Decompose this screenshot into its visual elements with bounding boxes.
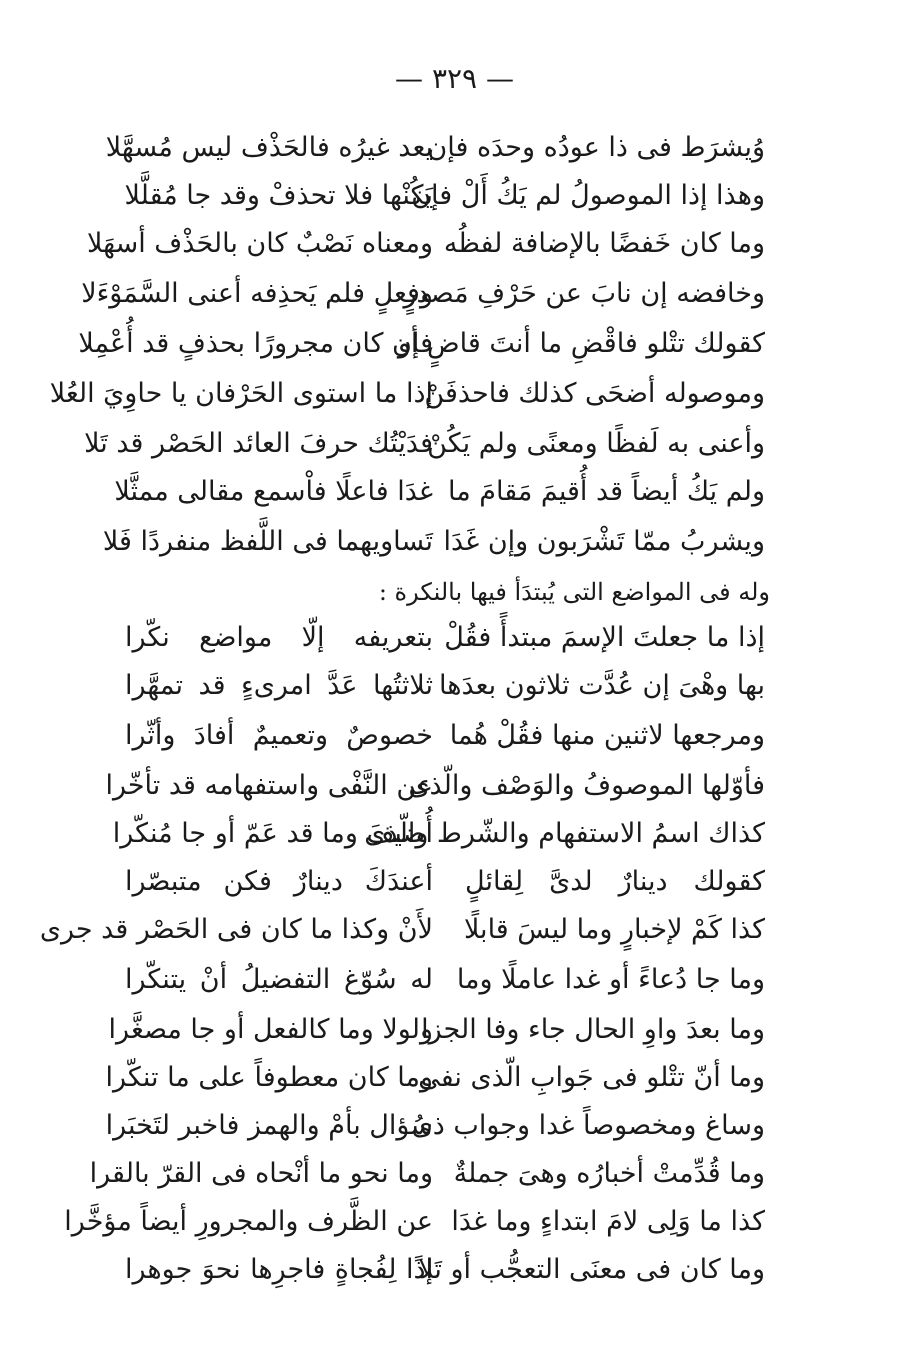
verse-2-5-right: كذاك اسمُ الاستفهام والشّرط والّذى [364, 818, 765, 849]
verse-2-14-right: وما كان فى معنَى التعجُّب أو تَلا [418, 1254, 765, 1285]
verse-2-6-right: كقولك دينارٌ لدىَّ لِقائلٍ [465, 866, 765, 897]
verse-2-14-left: إذًا لِفُجاةٍ فاجرِها نحوَ جوهرا [125, 1254, 433, 1285]
verse-2-1-right: إذا ما جعلتَ الإسمَ مبتدأً فقُلْ [444, 622, 765, 653]
verse-2-2-right: بها وهْىَ إن عُدَّت ثلاثون بعدَها [438, 670, 765, 701]
verse-2-3-right: ومرجعها لاثنين منها فقُلْ هُما [449, 720, 765, 751]
verse-1-9-left: تَساويهما فى اللَّفظ منفردًا فَلا [102, 526, 433, 557]
verse-1-7-right: وأعنى به لَفظًا ومعنًى ولم يَكُنْ [427, 428, 765, 459]
verse-1-2-right: وهذا إذا الموصولُ لم يَكُ أَلْ فإن [411, 180, 765, 211]
verse-2-10-left: وما كان معطوفاً على ما تنكّرا [105, 1062, 433, 1093]
verse-1-8-left: غدَا فاعلًا فاْسمع مقالى ممثَّلا [114, 476, 433, 507]
verse-1-6-right: وموصوله أضحَى كذلك فاحذفَنْ [424, 378, 765, 409]
verse-1-3-left: ومعناه نَصْبٌ كان بالحَذْف أسهَلا [87, 228, 433, 259]
verse-1-5-left: فإن كان مجرورًا بحذفٍ قد أُعْمِلا [78, 328, 433, 359]
verse-2-12-right: وما قُدِّمتْ أخبارُه وهىَ جملةٌ [453, 1158, 765, 1189]
verse-1-4-left: وفعلٍ فلم يَحذِفه أعنى السَّمَوْءَلا [81, 278, 433, 309]
verse-2-9-left: ولولا وما كالفعل أو جا مصغَّرا [108, 1014, 433, 1045]
verse-2-11-right: وساغ ومخصوصاً غدا وجواب ذى [411, 1110, 765, 1141]
verse-2-4-left: عن النَّفْى واستفهامه قد تأخّرا [105, 770, 433, 801]
page-number: — ٣٢٩ — [395, 62, 514, 95]
verse-2-8-right: وما جا دُعاءً أو غدا عاملًا وما [456, 964, 765, 995]
verse-1-2-left: يَكُنْها فلا تحذفْ وقد جا مُقلَّلا [124, 180, 433, 211]
verse-1-9-right: ويشربُ ممّا تَشْرَبون وإن غَدَا [443, 526, 765, 557]
verse-2-6-left: أعندَكَ دينارٌ فكن متبصّرا [125, 866, 433, 897]
verse-2-3-left: خصوصٌ وتعميمٌ أفادَ وأثّرا [125, 720, 433, 751]
section-heading: وله فى المواضع التى يُبتدَأ فيها بالنكرة : [378, 578, 770, 606]
verse-1-1-left: يعد غيرُه فالحَذْف ليس مُسهَّلا [105, 132, 433, 163]
verse-2-13-right: كذا ما وَلِى لامَ ابتداءٍ وما غدَا [451, 1206, 765, 1237]
verse-2-4-right: فأوّلها الموصوفُ والوَصْف والّذى [408, 770, 765, 801]
verse-2-13-left: عن الظَّرف والمجرورِ أيضاً مؤخَّرا [64, 1206, 433, 1237]
verse-1-7-left: فدَيْتُك حرفَ العائد الحَصْر قد تَلا [84, 428, 433, 459]
verse-2-7-left: لأَنْ وكذا ما كان فى الحَصْر قد جرى [39, 914, 433, 945]
verse-2-5-left: أُضيفَ وما قد عَمّ أو جا مُنكّرا [112, 818, 433, 849]
verse-2-9-right: وما بعدَ واوِ الحال جاء وفا الجزا [421, 1014, 765, 1045]
verse-2-1-left: بتعريفه إلّا مواضع نكّرا [125, 622, 433, 653]
verse-2-12-left: وما نحو ما أنْحاه فى القرّ بالقرا [89, 1158, 433, 1189]
verse-2-8-left: له سُوّغ التفضيلُ أنْ يتنكّرا [125, 964, 433, 995]
verse-2-10-right: وما أنّ تتْلو فى جَوابِ الّذى نفى [418, 1062, 765, 1093]
verse-2-2-left: ثلاثتُها عَدَّ امرىءٍ قد تمهَّرا [125, 670, 433, 701]
verse-1-6-left: إذا ما استوى الحَرْفان يا حاوِيَ العُلا [49, 378, 433, 409]
verse-2-7-right: كذا كَمْ لإخبارٍ وما ليسَ قابلًا [463, 914, 765, 945]
verse-1-3-right: وما كان خَفضًا بالإضافة لفظُه [443, 228, 765, 259]
verse-1-4-right: وخافضه إن نابَ عن حَرْفِ مَصدرٍ [403, 278, 765, 309]
verse-1-8-right: ولم يَكُ أيضاً قد أُقيمَ مَقامَ ما [447, 476, 765, 507]
verse-1-1-right: وُيشرَط فى ذا عودُه وحدَه فإن [427, 132, 765, 163]
verse-1-5-right: كقولك تتْلو فاقْضِ ما أنتَ قاضٍ أو [397, 328, 765, 359]
verse-2-11-left: سُؤال بأمْ والهمز فاخبر لتَخبَرا [105, 1110, 433, 1141]
